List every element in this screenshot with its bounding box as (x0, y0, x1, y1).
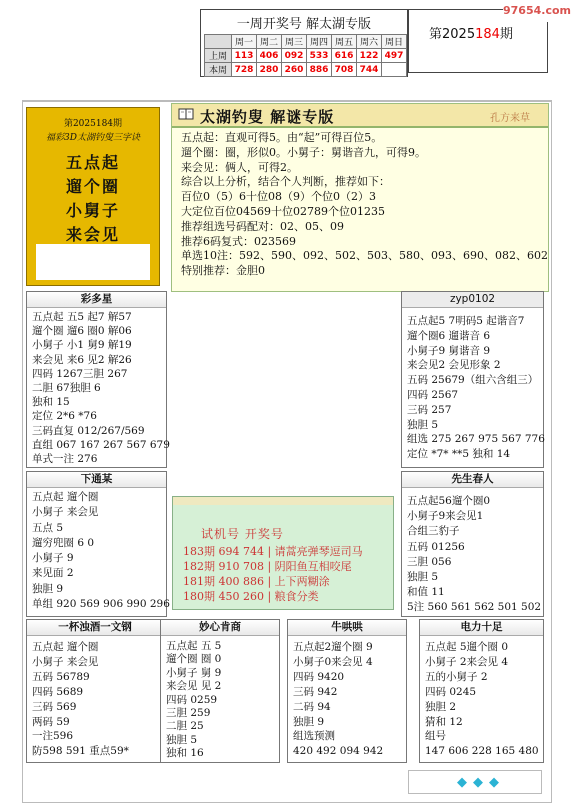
text-line: 单式一注 276 (32, 453, 98, 466)
box-body (32, 490, 170, 612)
box-dianlishizu (419, 619, 544, 763)
text-line: 五点起 五 5 (166, 640, 222, 652)
box-title: 电力十足 (420, 620, 543, 636)
text-line: 四码 0259 (166, 693, 218, 706)
text-line: 5注 560 561 562 501 502 (407, 601, 542, 614)
box-title: 一杯浊酒一文钢 (27, 620, 163, 636)
issue-num: 184 (475, 27, 500, 42)
text-line: 独和 16 (166, 747, 204, 760)
box-body (407, 314, 545, 462)
table-cell: 周一 (232, 35, 257, 49)
table-cell: 744 (357, 63, 382, 77)
text-line: 推荐6码复式：023569 (181, 234, 296, 248)
box-xiatongmo (26, 471, 170, 617)
text-line: 定位 *7* **5 独和 14 (407, 448, 511, 461)
box-body (293, 640, 383, 759)
table-cell: 497 (382, 49, 407, 63)
box-body (425, 640, 539, 759)
table-cell: 122 (357, 49, 382, 63)
box-miaoxin (160, 619, 280, 763)
text-line: 单组 920 569 906 990 296 (32, 598, 170, 611)
history-title: 试机号 开奖号 (201, 527, 284, 541)
box-body (32, 640, 129, 759)
text-line: 遛个圈：圈，形似0。小舅子：舅谐音九，可得9。 (181, 145, 426, 159)
text-line: 420 492 094 942 (293, 745, 384, 758)
text-line: 三码直复 012/267/569 (32, 424, 145, 437)
text-line: 二胆 25 (166, 720, 204, 733)
text-line: 小舅子 舅 9 (166, 666, 222, 679)
box-title: 妙心肯商 (161, 620, 279, 636)
box-zyp0102 (401, 291, 544, 468)
table-cell: 406 (257, 49, 282, 63)
riddle-line: 来会见 (65, 225, 120, 244)
site-logo[interactable]: 97654.com (503, 0, 564, 22)
text-line: 综合以上分析，结合个人判断，推荐如下： (181, 175, 390, 189)
text-line: 单选10注：592、590、092、502、503、580、093、690、082、602 (181, 249, 548, 263)
table-cell: 260 (282, 63, 307, 77)
text-line: 两码 59 (32, 715, 70, 728)
weekly-draw-table (204, 34, 407, 77)
yellow-title-card (26, 107, 160, 286)
text-line: 三码 257 (407, 403, 452, 416)
text-line: 独胆 5 (166, 733, 198, 746)
history-row: 182期 910 708 | 阴阳鱼互相咬尾 (183, 560, 352, 573)
text-line: 独胆 5 (407, 418, 439, 431)
text-line: 三胆 056 (407, 555, 452, 568)
table-cell (205, 35, 232, 49)
box-body (32, 310, 170, 466)
text-line: 五点起：直观可得5。由“起”可得百位5。 (181, 131, 383, 144)
weekly-draw-title: 一周开奖号 解太湖专版 (236, 17, 372, 32)
text-line: 防598 591 重点59* (32, 745, 129, 758)
box-xiansheng (401, 471, 544, 617)
text-line: 四码 0245 (425, 685, 477, 698)
text-line: 五码 56789 (32, 670, 90, 683)
text-line: 五码 01256 (407, 540, 465, 553)
text-line: 五点 5 (32, 521, 64, 534)
box-body (166, 640, 221, 761)
blank-panel (36, 244, 150, 280)
text-line: 四码 2567 (407, 388, 459, 401)
text-line: 五点起 遛个圈 (32, 491, 99, 503)
table-row (205, 63, 407, 77)
text-line: 遛个圈6 遛谐音 6 (407, 329, 491, 342)
text-line: 来会见 来6 见2 解26 (32, 353, 132, 366)
table-cell: 上周 (205, 49, 232, 63)
box-title: 牛哄哄 (288, 620, 406, 636)
table-cell: 708 (332, 63, 357, 77)
text-line: 直组 067 167 267 567 679 (32, 438, 170, 451)
table-row (205, 49, 407, 63)
text-line: 定位 2*6 *76 (32, 410, 97, 423)
text-line: 小舅子9来会见1 (407, 510, 484, 523)
issue-number (429, 23, 513, 42)
history-panel (172, 496, 394, 610)
text-line: 小舅子9 舅谐音 9 (407, 344, 491, 357)
text-line: 五点起56遛个圈0 (407, 495, 491, 507)
table-cell (382, 63, 407, 77)
table-header-row (205, 35, 407, 49)
diamond-icon: ◆ (473, 775, 483, 790)
text-line: 来会见 见 2 (166, 680, 222, 693)
text-line: 小舅子 小1 舅9 解19 (32, 339, 132, 352)
text-line: 五码 25679（组六含组三） (407, 374, 539, 387)
box-title: 先生春人 (402, 472, 543, 488)
box-title: 彩多星 (27, 292, 166, 308)
riddle-line: 小舅子 (65, 201, 120, 220)
text-line: 147 606 228 165 480 (425, 745, 539, 758)
card-subtitle: 福彩3D太湖钓叟三字诀 (46, 133, 140, 143)
text-line: 来会见：俩人，可得2。 (181, 160, 298, 174)
text-line: 二码 94 (293, 700, 331, 713)
history-row: 181期 400 886 | 上下两糊涂 (183, 575, 330, 588)
text-line: 小舅子 来会见 (32, 506, 99, 519)
history-row: 183期 694 744 | 请蒿亮弹琴逗司马 (183, 545, 363, 558)
box-caiduoxing (26, 291, 170, 468)
table-cell: 本周 (205, 63, 232, 77)
table-cell: 533 (307, 49, 332, 63)
table-cell: 周五 (332, 35, 357, 49)
text-line: 来见面 2 (32, 567, 74, 580)
text-line: 独胆 5 (407, 571, 439, 584)
text-line: 独胆 9 (293, 715, 325, 728)
box-yibeizhuojiu (26, 619, 164, 763)
text-line: 小舅子 9 (32, 552, 74, 565)
text-line: 五的小舅子 2 (425, 670, 488, 683)
text-line: 五点起 遛个圈 (32, 641, 99, 653)
text-line: 遛个圈 遛6 圈0 解06 (32, 325, 132, 338)
text-line: 组选 275 267 975 567 776 (407, 433, 545, 446)
banner-author: 孔方来草 (490, 113, 530, 124)
text-line: 独和 15 (32, 396, 70, 409)
text-line: 组号 (425, 730, 446, 743)
box-title: 下通某 (27, 472, 166, 488)
box-body (407, 494, 541, 616)
text-line: 五点起 五5 起7 解57 (32, 311, 132, 323)
text-line: 合组三豹子 (407, 525, 460, 538)
book-icon (178, 106, 194, 122)
text-line: 四码 5689 (32, 685, 84, 698)
text-line: 五点起2遛个圈 9 (293, 641, 373, 653)
table-cell: 113 (232, 49, 257, 63)
riddle-solution-panel (171, 103, 549, 292)
box-title: zyp0102 (402, 292, 543, 308)
table-cell: 728 (232, 63, 257, 77)
riddle-line: 遛个圈 (65, 177, 120, 196)
weekly-draw-panel (200, 9, 408, 77)
text-line: 三码 942 (293, 685, 338, 698)
table-cell: 周四 (307, 35, 332, 49)
text-line: 小舅子 2来会见 4 (425, 655, 509, 668)
card-issue: 第2025184期 (63, 119, 123, 129)
banner-title: 太湖钓叟 解谜专版 (200, 108, 335, 126)
text-line: 三胆 259 (166, 707, 211, 720)
riddle-line: 五点起 (65, 153, 120, 172)
text-line: 四码 1267三胆 267 (32, 367, 128, 380)
text-line: 猜和 12 (425, 715, 463, 728)
text-line: 小舅子0来会见 4 (293, 655, 373, 668)
text-line: 遛个圈 圈 0 (166, 653, 222, 666)
text-line: 一注596 (32, 730, 74, 743)
solution-text (181, 131, 548, 279)
text-line: 遛穷兜圈 6 0 (32, 536, 95, 549)
table-cell: 周三 (282, 35, 307, 49)
text-line: 和值 11 (407, 586, 445, 599)
text-line: 四码 9420 (293, 670, 345, 683)
table-cell: 周六 (357, 35, 382, 49)
diamond-icon: ◆ (457, 775, 467, 790)
table-cell: 周日 (382, 35, 407, 49)
text-line: 特别推荐：金胆0 (181, 264, 265, 278)
riddle-banner (172, 104, 548, 128)
table-cell: 616 (332, 49, 357, 63)
issue-suffix: 期 (499, 27, 513, 42)
text-line: 独胆 2 (425, 700, 457, 713)
table-cell: 092 (282, 49, 307, 63)
text-line: 推荐组选号码配对：02、05、09 (181, 219, 344, 233)
history-stripe (173, 497, 393, 505)
text-line: 五点起5 7明码5 起谐音7 (407, 315, 525, 327)
text-line: 大定位百位04569十位02789个位01235 (181, 204, 385, 218)
box-niuhonghong (287, 619, 407, 763)
text-line: 来会见2 会见形象 2 (407, 359, 501, 372)
history-row: 180期 450 260 | 粮食分类 (183, 590, 319, 603)
text-line: 二胆 67独胆 6 (32, 382, 101, 395)
table-cell: 280 (257, 63, 282, 77)
text-line: 五点起 5遛个圈 0 (425, 641, 509, 653)
text-line: 小舅子 来会见 (32, 655, 99, 668)
diamond-icon: ◆ (489, 775, 499, 790)
table-cell: 周二 (257, 35, 282, 49)
text-line: 独胆 9 (32, 582, 64, 595)
table-cell: 886 (307, 63, 332, 77)
text-line: 百位0（5）6十位08（9）个位0（2）3 (181, 190, 376, 204)
text-line: 组选预测 (293, 730, 335, 743)
issue-prefix: 第2025 (429, 27, 476, 42)
text-line: 三码 569 (32, 700, 77, 713)
diamond-strip (408, 770, 542, 794)
